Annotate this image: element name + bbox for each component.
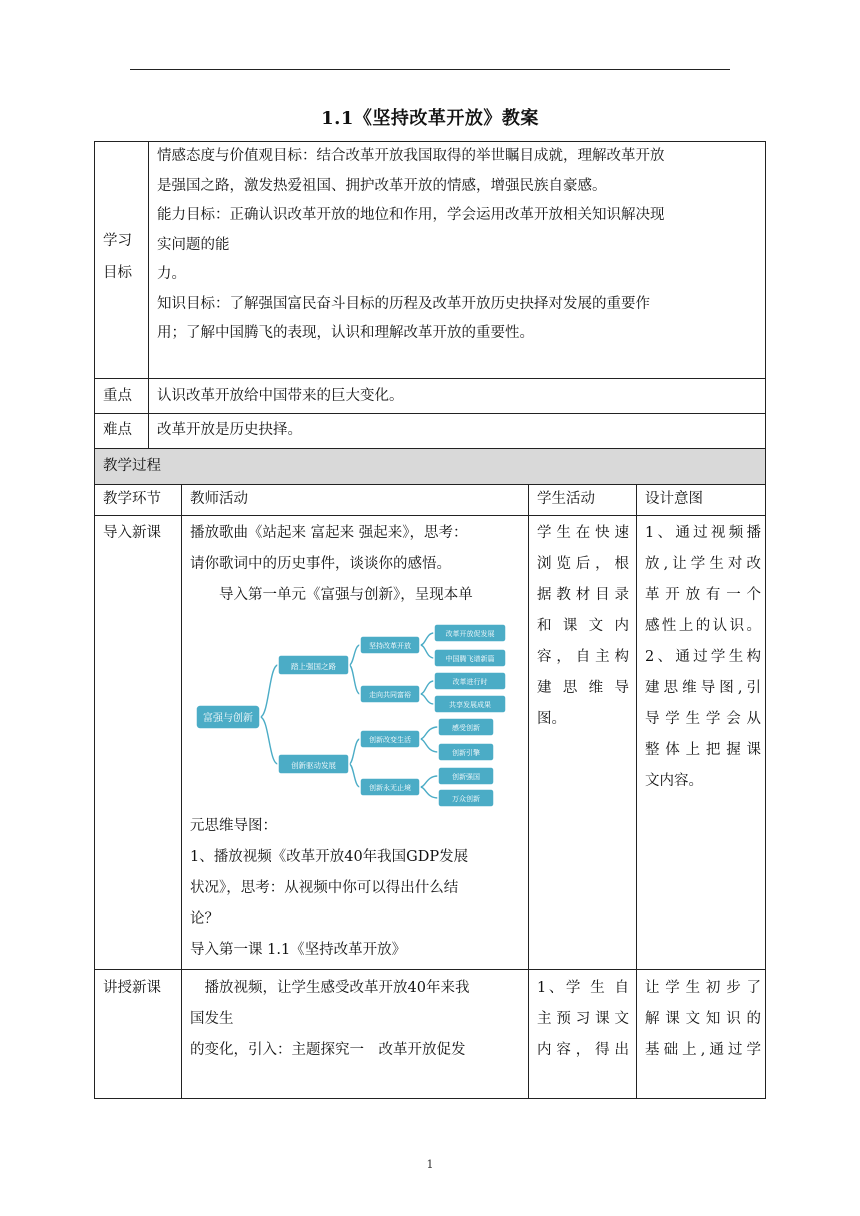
header-rule [130,69,730,70]
mindmap-branch: 踏上强国之路 [291,662,336,671]
teacher-line: 国发生 [190,1011,234,1027]
col-header-stage: 教学环节 [103,491,161,507]
student-line: 和 课 文 内 [537,618,629,634]
design-line: 让学生初步了 [645,980,761,996]
goal-line: 是强国之路，激发热爱祖国、拥护改革开放的情感，增强民族自豪感。 [157,177,607,194]
intro-teacher [190,518,524,611]
table-border [148,141,149,448]
mindmap-sub: 创新改变生活 [369,736,411,744]
mindmap-leaf: 创新强国 [452,773,480,781]
design-line: 解课文知识的 [645,1011,761,1027]
design-line: 导学生学会从 [645,711,761,727]
goals-label-line: 目标 [103,265,132,281]
key-point-text: 认识改革开放给中国带来的巨大变化。 [157,388,404,404]
teacher-line: 播放歌曲《站起来 富起来 强起来》，思考： [190,525,468,541]
intro-design [645,518,761,797]
design-line: 革开放有一个 [645,587,761,603]
design-line: 建思维导图,引 [645,680,761,696]
lecture-teacher [190,973,524,1066]
lecture-design [645,973,761,1066]
process-header-bg [95,449,765,484]
mind-map [194,617,514,813]
intro-teacher-cont [190,811,524,966]
teacher-line: 1、播放视频《改革开放40年我国GDP发展 [190,849,469,865]
goals-label [103,225,132,289]
mindmap-sub: 走向共同富裕 [369,691,411,699]
intro-stage: 导入新课 [103,525,161,541]
student-line: 浏览后，根 [537,556,629,572]
design-line: 整体上把握课 [645,742,761,758]
teacher-line: 元思维导图： [190,818,277,834]
table-border [94,413,766,414]
design-line: 文内容。 [645,773,703,789]
teacher-line: 的变化，引入：主题探究一 改革开放促发 [190,1042,466,1058]
col-header-teacher: 教师活动 [190,491,248,507]
page-number: 1 [426,1158,434,1171]
table-border [94,378,766,379]
teacher-line: 播放视频，让学生感受改革开放40年来我 [190,980,470,996]
goal-line: 知识目标：了解强国富民奋斗目标的历程及改革开放历史抉择对发展的重要作 [157,295,650,312]
col-header-design: 设计意图 [645,491,703,507]
table-border [528,484,529,1099]
teacher-line: 状况》，思考：从视频中你可以得出什么结 [190,880,459,896]
teacher-line: 导入第一课 1.1《坚持改革开放》 [190,942,407,958]
design-line: 2、通过学生构 [645,649,761,665]
lecture-stage: 讲授新课 [103,980,161,996]
table-border [765,141,766,1099]
goal-line: 实问题的能 [157,236,230,253]
table-border [94,515,766,516]
difficulty-label: 难点 [103,422,132,438]
intro-student [537,518,629,735]
table-border [94,969,766,970]
student-line: 图。 [537,711,566,727]
mindmap-leaf: 改革进行时 [452,678,488,686]
table-border [636,484,637,1099]
process-header: 教学过程 [103,458,161,474]
mindmap-leaf: 改革开放促发展 [445,630,495,638]
goals-text [157,142,759,349]
student-line: 据教材目录 [537,587,629,603]
mindmap-branch: 创新驱动发展 [291,761,336,770]
design-line: 感性上的认识。 [645,618,761,634]
goal-line: 能力目标：正确认识改革开放的地位和作用，学会运用改革开放相关知识解决现 [157,207,665,223]
mindmap-leaf: 万众创新 [452,795,480,803]
student-line: 内容，得出 [537,1042,629,1058]
page-title: 1.1《坚持改革开放》教案 [321,108,539,129]
col-header-student: 学生活动 [537,491,595,507]
goals-label-line: 学习 [103,233,132,249]
design-line: 放,让学生对改 [645,556,761,572]
mindmap-leaf: 创新引擎 [452,749,480,757]
key-point-label: 重点 [103,388,132,404]
student-line: 学生在快速 [537,525,629,541]
table-border [181,484,182,1099]
difficulty-text: 改革开放是历史抉择。 [157,422,302,438]
mindmap-leaf: 共享发展成果 [449,701,491,709]
goal-line: 用；了解中国腾飞的表现，认识和理解改革开放的重要性。 [157,325,534,341]
lecture-student [537,973,629,1066]
teacher-line: 导入第一单元《富强与创新》，呈现本单 [190,587,473,603]
mindmap-leaf: 感受创新 [452,724,480,732]
goal-line: 情感态度与价值观目标：结合改革开放我国取得的举世瞩目成就，理解改革开放 [157,148,665,164]
mindmap-sub: 创新永无止境 [369,784,411,792]
table-border [94,1098,766,1099]
design-line: 1、通过视频播 [645,525,761,541]
student-line: 建 思 维 导 [537,680,629,696]
student-line: 容，自主构 [537,649,629,665]
student-line: 1、学 生 自 [537,980,629,996]
table-border [94,141,95,1099]
goal-line: 力。 [157,266,186,282]
mindmap-sub: 坚持改革开放 [369,642,411,650]
teacher-line: 论？ [190,911,219,927]
design-line: 基础上,通过学 [645,1042,761,1058]
teacher-line: 请你歌词中的历史事件，谈谈你的感悟。 [190,556,451,572]
student-line: 主预习课文 [537,1011,629,1027]
mindmap-leaf: 中国腾飞谱新篇 [445,655,495,663]
mindmap-root: 富强与创新 [203,713,253,724]
